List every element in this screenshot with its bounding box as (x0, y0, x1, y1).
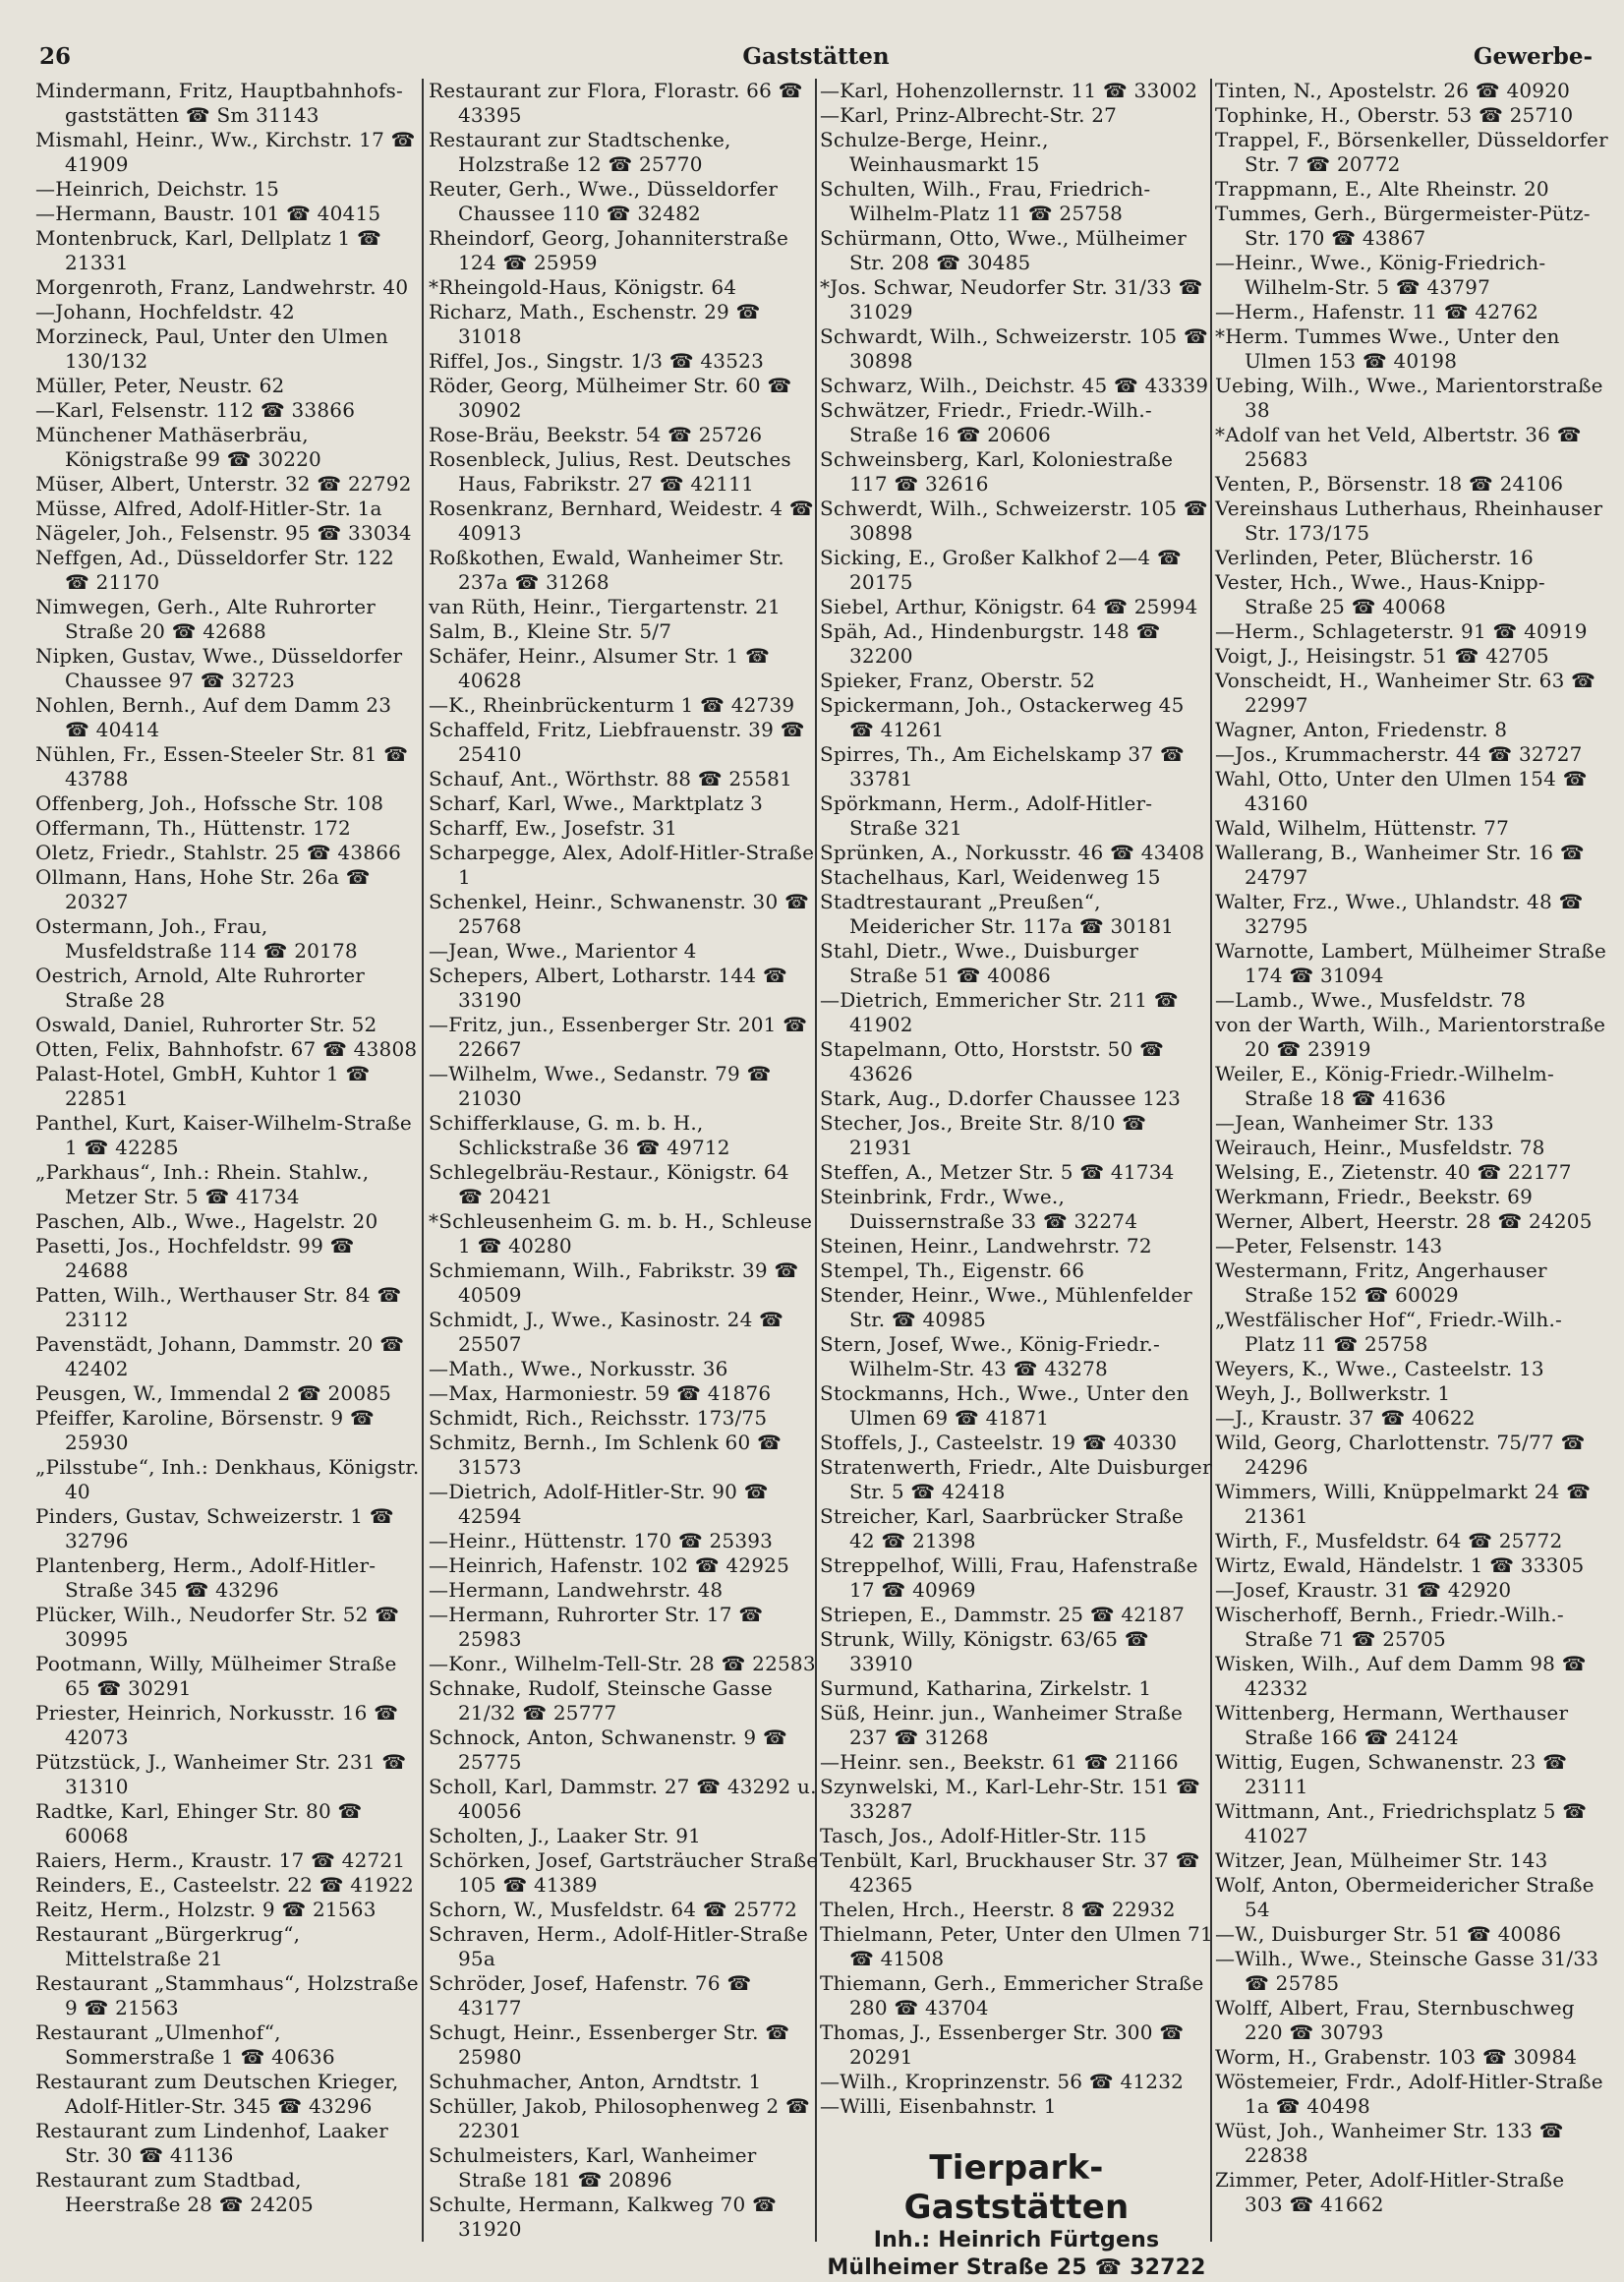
directory-entry: Thielmann, Peter, Unter den Ulmen 71 ☎ 41508 (820, 1922, 1213, 1970)
directory-entry: Stecher, Jos., Breite Str. 8/10 ☎ 21931 (820, 1111, 1147, 1159)
directory-entry: „Westfälischer Hof“, Friedr.-Wilh.-Platz 11 ☎ 25758 (1215, 1308, 1562, 1356)
ad-title: Tierpark-Gaststätten (903, 2148, 1130, 2227)
directory-entry: —J., Kraustr. 37 ☎ 40622 (1215, 1406, 1476, 1430)
directory-entry: Zimmer, Peter, Adolf-Hitler-Straße 303 ☎ 41662 (1215, 2168, 1565, 2216)
directory-entry: Streppelhof, Willi, Frau, Hafenstraße 17 ☎ 40969 (820, 1553, 1198, 1602)
directory-entry: Schlegelbräu-Restaur., Königstr. 64 ☎ 20421 (429, 1160, 789, 1208)
directory-entry: Otten, Felix, Bahnhofstr. 67 ☎ 43808 (35, 1037, 418, 1061)
directory-entry: Werkmann, Friedr., Beekstr. 69 (1215, 1185, 1534, 1208)
directory-entry: —Hermann, Ruhrorter Str. 17 ☎ 25983 (429, 1603, 764, 1651)
directory-entry: Oletz, Friedr., Stahlstr. 25 ☎ 43866 (35, 841, 402, 864)
directory-entry: Schepers, Albert, Lotharstr. 144 ☎ 33190 (429, 964, 787, 1012)
directory-entry: Wirtz, Ewald, Händelstr. 1 ☎ 33305 (1215, 1553, 1585, 1577)
column-4 (1215, 79, 1608, 2232)
directory-entry: Stender, Heinr., Wwe., Mühlenfelder Str. ☎ 40985 (820, 1283, 1192, 1331)
directory-entry: Richarz, Math., Eschenstr. 29 ☎ 31018 (429, 300, 761, 348)
directory-entry: Schulte, Hermann, Kalkweg 70 ☎ 31920 (429, 2193, 778, 2241)
directory-entry: —W., Duisburger Str. 51 ☎ 40086 (1215, 1922, 1562, 1946)
directory-entry: Stempel, Th., Eigenstr. 66 (820, 1258, 1085, 1282)
directory-entry: Müser, Albert, Unterstr. 32 ☎ 22792 (35, 472, 412, 496)
directory-entry: Weiler, E., König-Friedr.-Wilhelm-Straße 18 ☎ 41636 (1215, 1062, 1554, 1110)
directory-entry: Scholten, J., Laaker Str. 91 (429, 1824, 702, 1847)
directory-entry: Steffen, A., Metzer Str. 5 ☎ 41734 (820, 1160, 1175, 1184)
directory-entry: Ollmann, Hans, Hohe Str. 26a ☎ 20327 (35, 865, 371, 913)
directory-entry: Tinten, N., Apostelstr. 26 ☎ 40920 (1215, 79, 1571, 102)
directory-entry: Restaurant „Stammhaus“, Holzstraße 9 ☎ 21563 (35, 1971, 419, 2019)
directory-entry: Pootmann, Willy, Mülheimer Straße 65 ☎ 30291 (35, 1652, 397, 1700)
directory-entry: Roßkothen, Ewald, Wanheimer Str. 237a ☎ 31268 (429, 546, 784, 594)
directory-entry: Restaurant „Ulmenhof“, Sommerstraße 1 ☎ 40636 (35, 2020, 335, 2069)
column-divider (422, 79, 424, 2242)
directory-entry: Wisken, Wilh., Auf dem Damm 98 ☎ 42332 (1215, 1652, 1587, 1700)
directory-entry: Worm, H., Grabenstr. 103 ☎ 30984 (1215, 2045, 1578, 2069)
directory-entry: —Wilh., Kroprinzenstr. 56 ☎ 41232 (820, 2070, 1185, 2093)
directory-entry: Plantenberg, Herm., Adolf-Hitler-Straße 345 ☎ 43296 (35, 1553, 377, 1602)
directory-entry: Schnock, Anton, Schwanenstr. 9 ☎ 25775 (429, 1726, 787, 1774)
directory-entry: —Dietrich, Emmericher Str. 211 ☎ 41902 (820, 988, 1179, 1036)
directory-entry: Wischerhoff, Bernh., Friedr.-Wilh.-Straße 71 ☎ 25705 (1215, 1603, 1564, 1651)
directory-entry: Scholl, Karl, Dammstr. 27 ☎ 43292 u. 40056 (429, 1775, 817, 1823)
directory-entry: Trappel, F., Börsenkeller, Düsseldorfer Str. 7 ☎ 20772 (1215, 128, 1608, 176)
directory-entry: *Rheingold-Haus, Königstr. 64 (429, 275, 737, 299)
directory-entry: Wimmers, Willi, Knüppelmarkt 24 ☎ 21361 (1215, 1480, 1592, 1528)
directory-entry: von der Warth, Wilh., Marientorstraße 20 ☎ 23919 (1215, 1013, 1606, 1061)
directory-entry: Spirres, Th., Am Eichelskamp 37 ☎ 33781 (820, 742, 1185, 790)
directory-entry: Panthel, Kurt, Kaiser-Wilhelm-Straße 1 ☎ 42285 (35, 1111, 412, 1159)
directory-entry: Spickermann, Joh., Ostackerweg 45 ☎ 41261 (820, 693, 1185, 741)
directory-entry: Wittig, Eugen, Schwanenstr. 23 ☎ 23111 (1215, 1750, 1568, 1798)
column-3 (820, 79, 1213, 2280)
directory-entry: Scharff, Ew., Josefstr. 31 (429, 816, 678, 840)
directory-entry: Priester, Heinrich, Norkusstr. 16 ☎ 42073 (35, 1701, 399, 1749)
directory-entry: Oestrich, Arnold, Alte Ruhrorter Straße 28 (35, 964, 366, 1012)
column-3-entries (820, 79, 1213, 2119)
directory-entry: Pützstück, J., Wanheimer Str. 231 ☎ 31310 (35, 1750, 407, 1798)
directory-entry: Wild, Georg, Charlottenstr. 75/77 ☎ 24296 (1215, 1431, 1586, 1479)
directory-entry: —Max, Harmoniestr. 59 ☎ 41876 (429, 1381, 772, 1405)
directory-entry: Schürmann, Otto, Wwe., Mülheimer Str. 208 ☎ 30485 (820, 226, 1188, 274)
directory-entry: Rosenkranz, Bernhard, Weidestr. 4 ☎ 40913 (429, 497, 814, 545)
directory-entry: Wirth, F., Musfeldstr. 64 ☎ 25772 (1215, 1529, 1563, 1552)
directory-entry: Stratenwerth, Friedr., Alte Duisburger Str. 5 ☎ 42418 (820, 1455, 1212, 1503)
directory-entry: Späh, Ad., Hindenburgstr. 148 ☎ 32200 (820, 619, 1161, 668)
directory-entry: Schulmeisters, Karl, Wanheimer Straße 181 ☎ 20896 (429, 2143, 757, 2192)
directory-entry: Pinders, Gustav, Schweizerstr. 1 ☎ 32796 (35, 1504, 394, 1552)
directory-entry: Voigt, J., Heisingstr. 51 ☎ 42705 (1215, 644, 1549, 668)
directory-entry: —Hermann, Landwehrstr. 48 (429, 1578, 724, 1602)
directory-entry: Stern, Josef, Wwe., König-Friedr.-Wilhelm-Str. 43 ☎ 43278 (820, 1332, 1160, 1380)
directory-entry: Plücker, Wilh., Neudorfer Str. 52 ☎ 30995 (35, 1603, 400, 1651)
directory-entry: Westermann, Fritz, Angerhauser Straße 152 ☎ 60029 (1215, 1258, 1547, 1307)
directory-entry: Stockmanns, Hch., Wwe., Unter den Ulmen 69 ☎ 41871 (820, 1381, 1189, 1430)
running-head: Gewerbe- (1473, 43, 1593, 70)
directory-entry: —Lamb., Wwe., Musfeldstr. 78 (1215, 988, 1527, 1012)
directory-entry: —Wilh., Wwe., Steinsche Gasse 31/33 ☎ 25785 (1215, 1947, 1599, 1995)
directory-entry: Pasetti, Jos., Hochfeldstr. 99 ☎ 24688 (35, 1234, 355, 1282)
directory-entry: Schnake, Rudolf, Steinsche Gasse 21/32 ☎ 25777 (429, 1676, 773, 1725)
directory-entry: Trappmann, E., Alte Rheinstr. 20 (1215, 177, 1549, 201)
directory-entry: —Heinr., Wwe., König-Friedrich-Wilhelm-Str. 5 ☎ 43797 (1215, 251, 1546, 299)
directory-entry: Röder, Georg, Mülheimer Str. 60 ☎ 30902 (429, 374, 792, 422)
directory-entry: Wahl, Otto, Unter den Ulmen 154 ☎ 43160 (1215, 767, 1588, 815)
directory-entry: Schraven, Herm., Adolf-Hitler-Straße 95a (429, 1922, 809, 1970)
directory-entry: Nohlen, Bernh., Auf dem Damm 23 ☎ 40414 (35, 693, 392, 741)
directory-entry: —Jean, Wanheimer Str. 133 (1215, 1111, 1494, 1135)
directory-entry: Schenkel, Heinr., Schwanenstr. 30 ☎ 25768 (429, 890, 810, 938)
directory-entry: Stoffels, J., Casteelstr. 19 ☎ 40330 (820, 1431, 1178, 1454)
directory-entry: Scharf, Karl, Wwe., Marktplatz 3 (429, 791, 764, 815)
column-1 (35, 79, 421, 2232)
directory-entry: Streicher, Karl, Saarbrücker Straße 42 ☎ 21398 (820, 1504, 1184, 1552)
directory-entry: Restaurant zur Flora, Florastr. 66 ☎ 43395 (429, 79, 803, 127)
column-2 (429, 79, 820, 2241)
directory-entry: Schmitz, Bernh., Im Schlenk 60 ☎ 31573 (429, 1431, 783, 1479)
directory-entry: Schulze-Berge, Heinr., Weinhausmarkt 15 (820, 128, 1049, 176)
directory-entry: —Jean, Wwe., Marientor 4 (429, 939, 697, 963)
directory-entry: Schauf, Ant., Wörthstr. 88 ☎ 25581 (429, 767, 793, 790)
page-number: 26 (39, 43, 72, 70)
directory-entry: Weyers, K., Wwe., Casteelstr. 13 (1215, 1357, 1544, 1380)
directory-entry: Venten, P., Börsenstr. 18 ☎ 24106 (1215, 472, 1564, 496)
ad-address: Mülheimer Straße 25 ☎ 32722 (827, 2255, 1206, 2280)
directory-entry: Vonscheidt, H., Wanheimer Str. 63 ☎ 22997 (1215, 669, 1596, 717)
directory-entry: Offenberg, Joh., Hofssche Str. 108 (35, 791, 384, 815)
directory-entry: Salm, B., Kleine Str. 5/7 (429, 619, 672, 643)
directory-entry: Tenbült, Karl, Bruckhauser Str. 37 ☎ 42365 (820, 1848, 1200, 1897)
directory-entry: Schörken, Josef, Gartsträucher Straße 105 ☎ 41389 (429, 1848, 819, 1897)
directory-entry: Nipken, Gustav, Wwe., Düsseldorfer Chaussee 97 ☎ 32723 (35, 644, 403, 692)
directory-entry: Wagner, Anton, Friedenstr. 8 (1215, 718, 1508, 741)
directory-entry: Schüller, Jakob, Philosophenweg 2 ☎ 22301 (429, 2094, 810, 2142)
directory-entry: Stahl, Dietr., Wwe., Duisburger Straße 51 ☎ 40086 (820, 939, 1139, 987)
directory-entry: Stark, Aug., D.dorfer Chaussee 123 (820, 1086, 1182, 1110)
directory-entry: van Rüth, Heinr., Tiergartenstr. 21 (429, 595, 782, 618)
directory-entry: Müsse, Alfred, Adolf-Hitler-Str. 1a (35, 497, 382, 520)
directory-entry: Schwarz, Wilh., Deichstr. 45 ☎ 43339 (820, 374, 1209, 397)
directory-entry: *Adolf van het Veld, Albertstr. 36 ☎ 25683 (1215, 423, 1582, 471)
directory-entry: —Math., Wwe., Norkusstr. 36 (429, 1357, 728, 1380)
directory-entry: Paschen, Alb., Wwe., Hagelstr. 20 (35, 1209, 378, 1233)
directory-entry: Nägeler, Joh., Felsenstr. 95 ☎ 33034 (35, 521, 412, 545)
directory-entry: Weyh, J., Bollwerkstr. 1 (1215, 1381, 1451, 1405)
directory-entry: Restaurant zum Stadtbad, Heerstraße 28 ☎ 24205 (35, 2168, 314, 2216)
directory-entry: Verlinden, Peter, Blücherstr. 16 (1215, 546, 1534, 569)
directory-entry: Schifferklause, G. m. b. H., Schlickstraße 36 ☎ 49712 (429, 1111, 730, 1159)
directory-entry: Witzer, Jean, Mülheimer Str. 143 (1215, 1848, 1548, 1872)
directory-entry: —Herm., Hafenstr. 11 ☎ 42762 (1215, 300, 1539, 323)
directory-entry: Tummes, Gerh., Bürgermeister-Pütz-Str. 170 ☎ 43867 (1215, 202, 1591, 250)
directory-entry: Nühlen, Fr., Essen-Steeler Str. 81 ☎ 43788 (35, 742, 409, 790)
directory-entry: Spieker, Franz, Oberstr. 52 (820, 669, 1096, 692)
directory-entry: —Dietrich, Adolf-Hitler-Str. 90 ☎ 42594 (429, 1480, 769, 1528)
directory-entry: Reinders, E., Casteelstr. 22 ☎ 41922 (35, 1873, 414, 1897)
directory-entry: Reitz, Herm., Holzstr. 9 ☎ 21563 (35, 1898, 377, 1921)
directory-entry: —K., Rheinbrückenturm 1 ☎ 42739 (429, 693, 795, 717)
directory-entry: —Fritz, jun., Essenberger Str. 201 ☎ 22667 (429, 1013, 808, 1061)
directory-entry: Süß, Heinr. jun., Wanheimer Straße 237 ☎ 31268 (820, 1701, 1183, 1749)
directory-entry: Restaurant „Bürgerkrug“, Mittelstraße 21 (35, 1922, 301, 1970)
directory-entry: Schmidt, J., Wwe., Kasinostr. 24 ☎ 25507 (429, 1308, 784, 1356)
directory-entry: Thelen, Hrch., Heerstr. 8 ☎ 22932 (820, 1898, 1176, 1921)
directory-entry: Peusgen, W., Immendal 2 ☎ 20085 (35, 1381, 392, 1405)
directory-entry: Schweinsberg, Karl, Koloniestraße 117 ☎ 32616 (820, 447, 1174, 496)
directory-entry: —Karl, Hohenzollernstr. 11 ☎ 33002 (820, 79, 1198, 102)
directory-entry: Thiemann, Gerh., Emmericher Straße 280 ☎ 43704 (820, 1971, 1204, 2019)
directory-entry: Wolff, Albert, Frau, Sternbuschweg 220 ☎ 30793 (1215, 1996, 1575, 2044)
page-header (39, 37, 1593, 77)
directory-entry: Schulten, Wilh., Frau, Friedrich-Wilhelm-Platz 11 ☎ 25758 (820, 177, 1151, 225)
directory-entry: —Wilhelm, Wwe., Sedanstr. 79 ☎ 21030 (429, 1062, 772, 1110)
directory-entry: Müller, Peter, Neustr. 62 (35, 374, 285, 397)
directory-entry: Schwerdt, Wilh., Schweizerstr. 105 ☎ 30898 (820, 497, 1208, 545)
directory-entry: Surmund, Katharina, Zirkelstr. 1 (820, 1676, 1152, 1700)
directory-entry: Wüst, Joh., Wanheimer Str. 133 ☎ 22838 (1215, 2119, 1564, 2167)
directory-entry: Tophinke, H., Oberstr. 53 ☎ 25710 (1215, 103, 1574, 127)
directory-entry: —Heinrich, Deichstr. 15 (35, 177, 280, 201)
directory-entry: Pfeiffer, Karoline, Börsenstr. 9 ☎ 25930 (35, 1406, 375, 1454)
directory-entry: —Johann, Hochfeldstr. 42 (35, 300, 295, 323)
directory-entry: Wöstemeier, Frdr., Adolf-Hitler-Straße 1a ☎ 40498 (1215, 2070, 1603, 2118)
directory-entry: —Heinrich, Hafenstr. 102 ☎ 42925 (429, 1553, 789, 1577)
directory-entry: —Willi, Eisenbahnstr. 1 (820, 2094, 1057, 2118)
directory-entry: Schäfer, Heinr., Alsumer Str. 1 ☎ 40628 (429, 644, 771, 692)
directory-entry: Schmidt, Rich., Reichsstr. 173/75 (429, 1406, 768, 1430)
directory-entry: Oswald, Daniel, Ruhrorter Str. 52 (35, 1013, 377, 1036)
directory-entry: Striepen, E., Dammstr. 25 ☎ 42187 (820, 1603, 1186, 1626)
directory-entry: Spörkmann, Herm., Adolf-Hitler-Straße 321 (820, 791, 1153, 840)
directory-entry: Patten, Wilh., Werthauser Str. 84 ☎ 23112 (35, 1283, 402, 1331)
directory-entry: *Jos. Schwar, Neudorfer Str. 31/33 ☎ 31029 (820, 275, 1203, 323)
directory-entry: Strunk, Willy, Königstr. 63/65 ☎ 33910 (820, 1627, 1149, 1675)
directory-entry: —Peter, Felsenstr. 143 (1215, 1234, 1443, 1258)
directory-entry: Münchener Mathäserbräu, Königstraße 99 ☎ 30220 (35, 423, 321, 471)
directory-entry: Schorn, W., Musfeldstr. 64 ☎ 25772 (429, 1898, 798, 1921)
directory-entry: Mismahl, Heinr., Ww., Kirchstr. 17 ☎ 41909 (35, 128, 416, 176)
directory-entry: Werner, Albert, Heerstr. 28 ☎ 24205 (1215, 1209, 1593, 1233)
directory-entry: *Schleusenheim G. m. b. H., Schleuse 1 ☎ 40280 (429, 1209, 813, 1258)
directory-entry: Neffgen, Ad., Düsseldorfer Str. 122 ☎ 21170 (35, 546, 394, 594)
directory-entry: Siebel, Arthur, Königstr. 64 ☎ 25994 (820, 595, 1198, 618)
directory-entry: —Jos., Krummacherstr. 44 ☎ 32727 (1215, 742, 1583, 766)
directory-entry: Tasch, Jos., Adolf-Hitler-Str. 115 (820, 1824, 1147, 1847)
directory-entry: —Heinr., Hüttenstr. 170 ☎ 25393 (429, 1529, 774, 1552)
directory-entry: Montenbruck, Karl, Dellplatz 1 ☎ 21331 (35, 226, 382, 274)
directory-entry: Steinen, Heinr., Landwehrstr. 72 (820, 1234, 1152, 1258)
directory-entry: Restaurant zur Stadtschenke, Holzstraße 12 ☎ 25770 (429, 128, 731, 176)
directory-entry: Vester, Hch., Wwe., Haus-Knipp-Straße 25 ☎ 40068 (1215, 570, 1545, 618)
directory-entry: —Karl, Felsenstr. 112 ☎ 33866 (35, 398, 356, 422)
directory-entry: Mindermann, Fritz, Hauptbahnhofs-gaststätten ☎ Sm 31143 (35, 79, 403, 127)
directory-entry: —Josef, Kraustr. 31 ☎ 42920 (1215, 1578, 1512, 1602)
directory-entry: Thomas, J., Essenberger Str. 300 ☎ 20291 (820, 2020, 1185, 2069)
directory-entry: „Pilsstube“, Inh.: Denkhaus, Königstr. 40 (35, 1455, 420, 1503)
directory-entry: Schugt, Heinr., Essenberger Str. ☎ 25980 (429, 2020, 790, 2069)
directory-entry: Wald, Wilhelm, Hüttenstr. 77 (1215, 816, 1509, 840)
directory-entry: —Heinr. sen., Beekstr. 61 ☎ 21166 (820, 1750, 1179, 1774)
directory-entry: Riffel, Jos., Singstr. 1/3 ☎ 43523 (429, 349, 764, 373)
directory-entry: Schaffeld, Fritz, Liebfrauenstr. 39 ☎ 25410 (429, 718, 805, 766)
directory-entry: Schuhmacher, Anton, Arndtstr. 1 (429, 2070, 762, 2093)
directory-entry: Stachelhaus, Karl, Weidenweg 15 (820, 865, 1161, 889)
directory-entry: Warnotte, Lambert, Mülheimer Straße 174 ☎ 31094 (1215, 939, 1606, 987)
directory-entry: —Hermann, Baustr. 101 ☎ 40415 (35, 202, 381, 225)
directory-entry: Schwätzer, Friedr., Friedr.-Wilh.-Straße 16 ☎ 20606 (820, 398, 1152, 446)
advertisement (820, 2148, 1213, 2282)
directory-entry: Reuter, Gerh., Wwe., Düsseldorfer Chaussee 110 ☎ 32482 (429, 177, 779, 225)
directory-entry: Steinbrink, Frdr., Wwe., Duissernstraße 33 ☎ 32274 (820, 1185, 1138, 1233)
directory-entry: Welsing, E., Zietenstr. 40 ☎ 22177 (1215, 1160, 1572, 1184)
directory-entry: *Herm. Tummes Wwe., Unter den Ulmen 153 ☎ 40198 (1215, 324, 1560, 373)
directory-entry: Schwardt, Wilh., Schweizerstr. 105 ☎ 30898 (820, 324, 1208, 373)
directory-entry: Schmiemann, Wilh., Fabrikstr. 39 ☎ 40509 (429, 1258, 799, 1307)
page-title: Gaststätten (742, 43, 890, 70)
directory-entry: Palast-Hotel, GmbH, Kuhtor 1 ☎ 22851 (35, 1062, 371, 1110)
directory-entry: Schröder, Josef, Hafenstr. 76 ☎ 43177 (429, 1971, 752, 2019)
directory-entry: Szynwelski, M., Karl-Lehr-Str. 151 ☎ 33287 (820, 1775, 1201, 1823)
directory-entry: Wolf, Anton, Obermeidericher Straße 54 (1215, 1873, 1595, 1921)
directory-entry: Walter, Frz., Wwe., Uhlandstr. 48 ☎ 32795 (1215, 890, 1584, 938)
directory-entry: Morzineck, Paul, Unter den Ulmen 130/132 (35, 324, 388, 373)
directory-entry: —Konr., Wilhelm-Tell-Str. 28 ☎ 22583 (429, 1652, 816, 1675)
directory-entry: Rosenbleck, Julius, Rest. Deutsches Haus, Fabrikstr. 27 ☎ 42111 (429, 447, 791, 496)
directory-entry: Nimwegen, Gerh., Alte Ruhrorter Straße 20 ☎ 42688 (35, 595, 377, 643)
directory-entry: Offermann, Th., Hüttenstr. 172 (35, 816, 351, 840)
directory-entry: Stapelmann, Otto, Horststr. 50 ☎ 43626 (820, 1037, 1165, 1085)
directory-entry: Wittenberg, Hermann, Werthauser Straße 166 ☎ 24124 (1215, 1701, 1569, 1749)
directory-entry: —Herm., Schlageterstr. 91 ☎ 40919 (1215, 619, 1588, 643)
directory-entry: Weirauch, Heinr., Musfeldstr. 78 (1215, 1136, 1545, 1159)
directory-entry: Stadtrestaurant „Preußen“, Meidericher Str. 117a ☎ 30181 (820, 890, 1175, 938)
directory-entry: Sicking, E., Großer Kalkhof 2—4 ☎ 20175 (820, 546, 1182, 594)
directory-entry: Uebing, Wilh., Wwe., Marientorstraße 38 (1215, 374, 1603, 422)
directory-entry: Rheindorf, Georg, Johanniterstraße 124 ☎ 25959 (429, 226, 789, 274)
directory-entry: Ostermann, Joh., Frau, Musfeldstraße 114 ☎ 20178 (35, 914, 358, 963)
directory-entry: Pavenstädt, Johann, Dammstr. 20 ☎ 42402 (35, 1332, 405, 1380)
directory-entry: Sprünken, A., Norkusstr. 46 ☎ 43408 (820, 841, 1205, 864)
directory-entry: Restaurant zum Lindenhof, Laaker Str. 30 ☎ 41136 (35, 2119, 388, 2167)
directory-entry: Wittmann, Ant., Friedrichsplatz 5 ☎ 41027 (1215, 1799, 1588, 1847)
directory-entry: Raiers, Herm., Kraustr. 17 ☎ 42721 (35, 1848, 406, 1872)
directory-entry: Radtke, Karl, Ehinger Str. 80 ☎ 60068 (35, 1799, 363, 1847)
directory-entry: Vereinshaus Lutherhaus, Rheinhauser Str. 173/175 (1215, 497, 1603, 545)
ad-owner: Inh.: Heinrich Fürtgens (873, 2228, 1160, 2253)
directory-entry: Wallerang, B., Wanheimer Str. 16 ☎ 24797 (1215, 841, 1585, 889)
directory-entry: —Karl, Prinz-Albrecht-Str. 27 (820, 103, 1118, 127)
directory-entry: Scharpegge, Alex, Adolf-Hitler-Straße 1 (429, 841, 815, 889)
directory-entry: Morgenroth, Franz, Landwehrstr. 40 (35, 275, 409, 299)
directory-entry: Restaurant zum Deutschen Krieger, Adolf-Hitler-Str. 345 ☎ 43296 (35, 2070, 399, 2118)
directory-entry: Rose-Bräu, Beekstr. 54 ☎ 25726 (429, 423, 763, 446)
directory-entry: „Parkhaus“, Inh.: Rhein. Stahlw., Metzer Str. 5 ☎ 41734 (35, 1160, 370, 1208)
